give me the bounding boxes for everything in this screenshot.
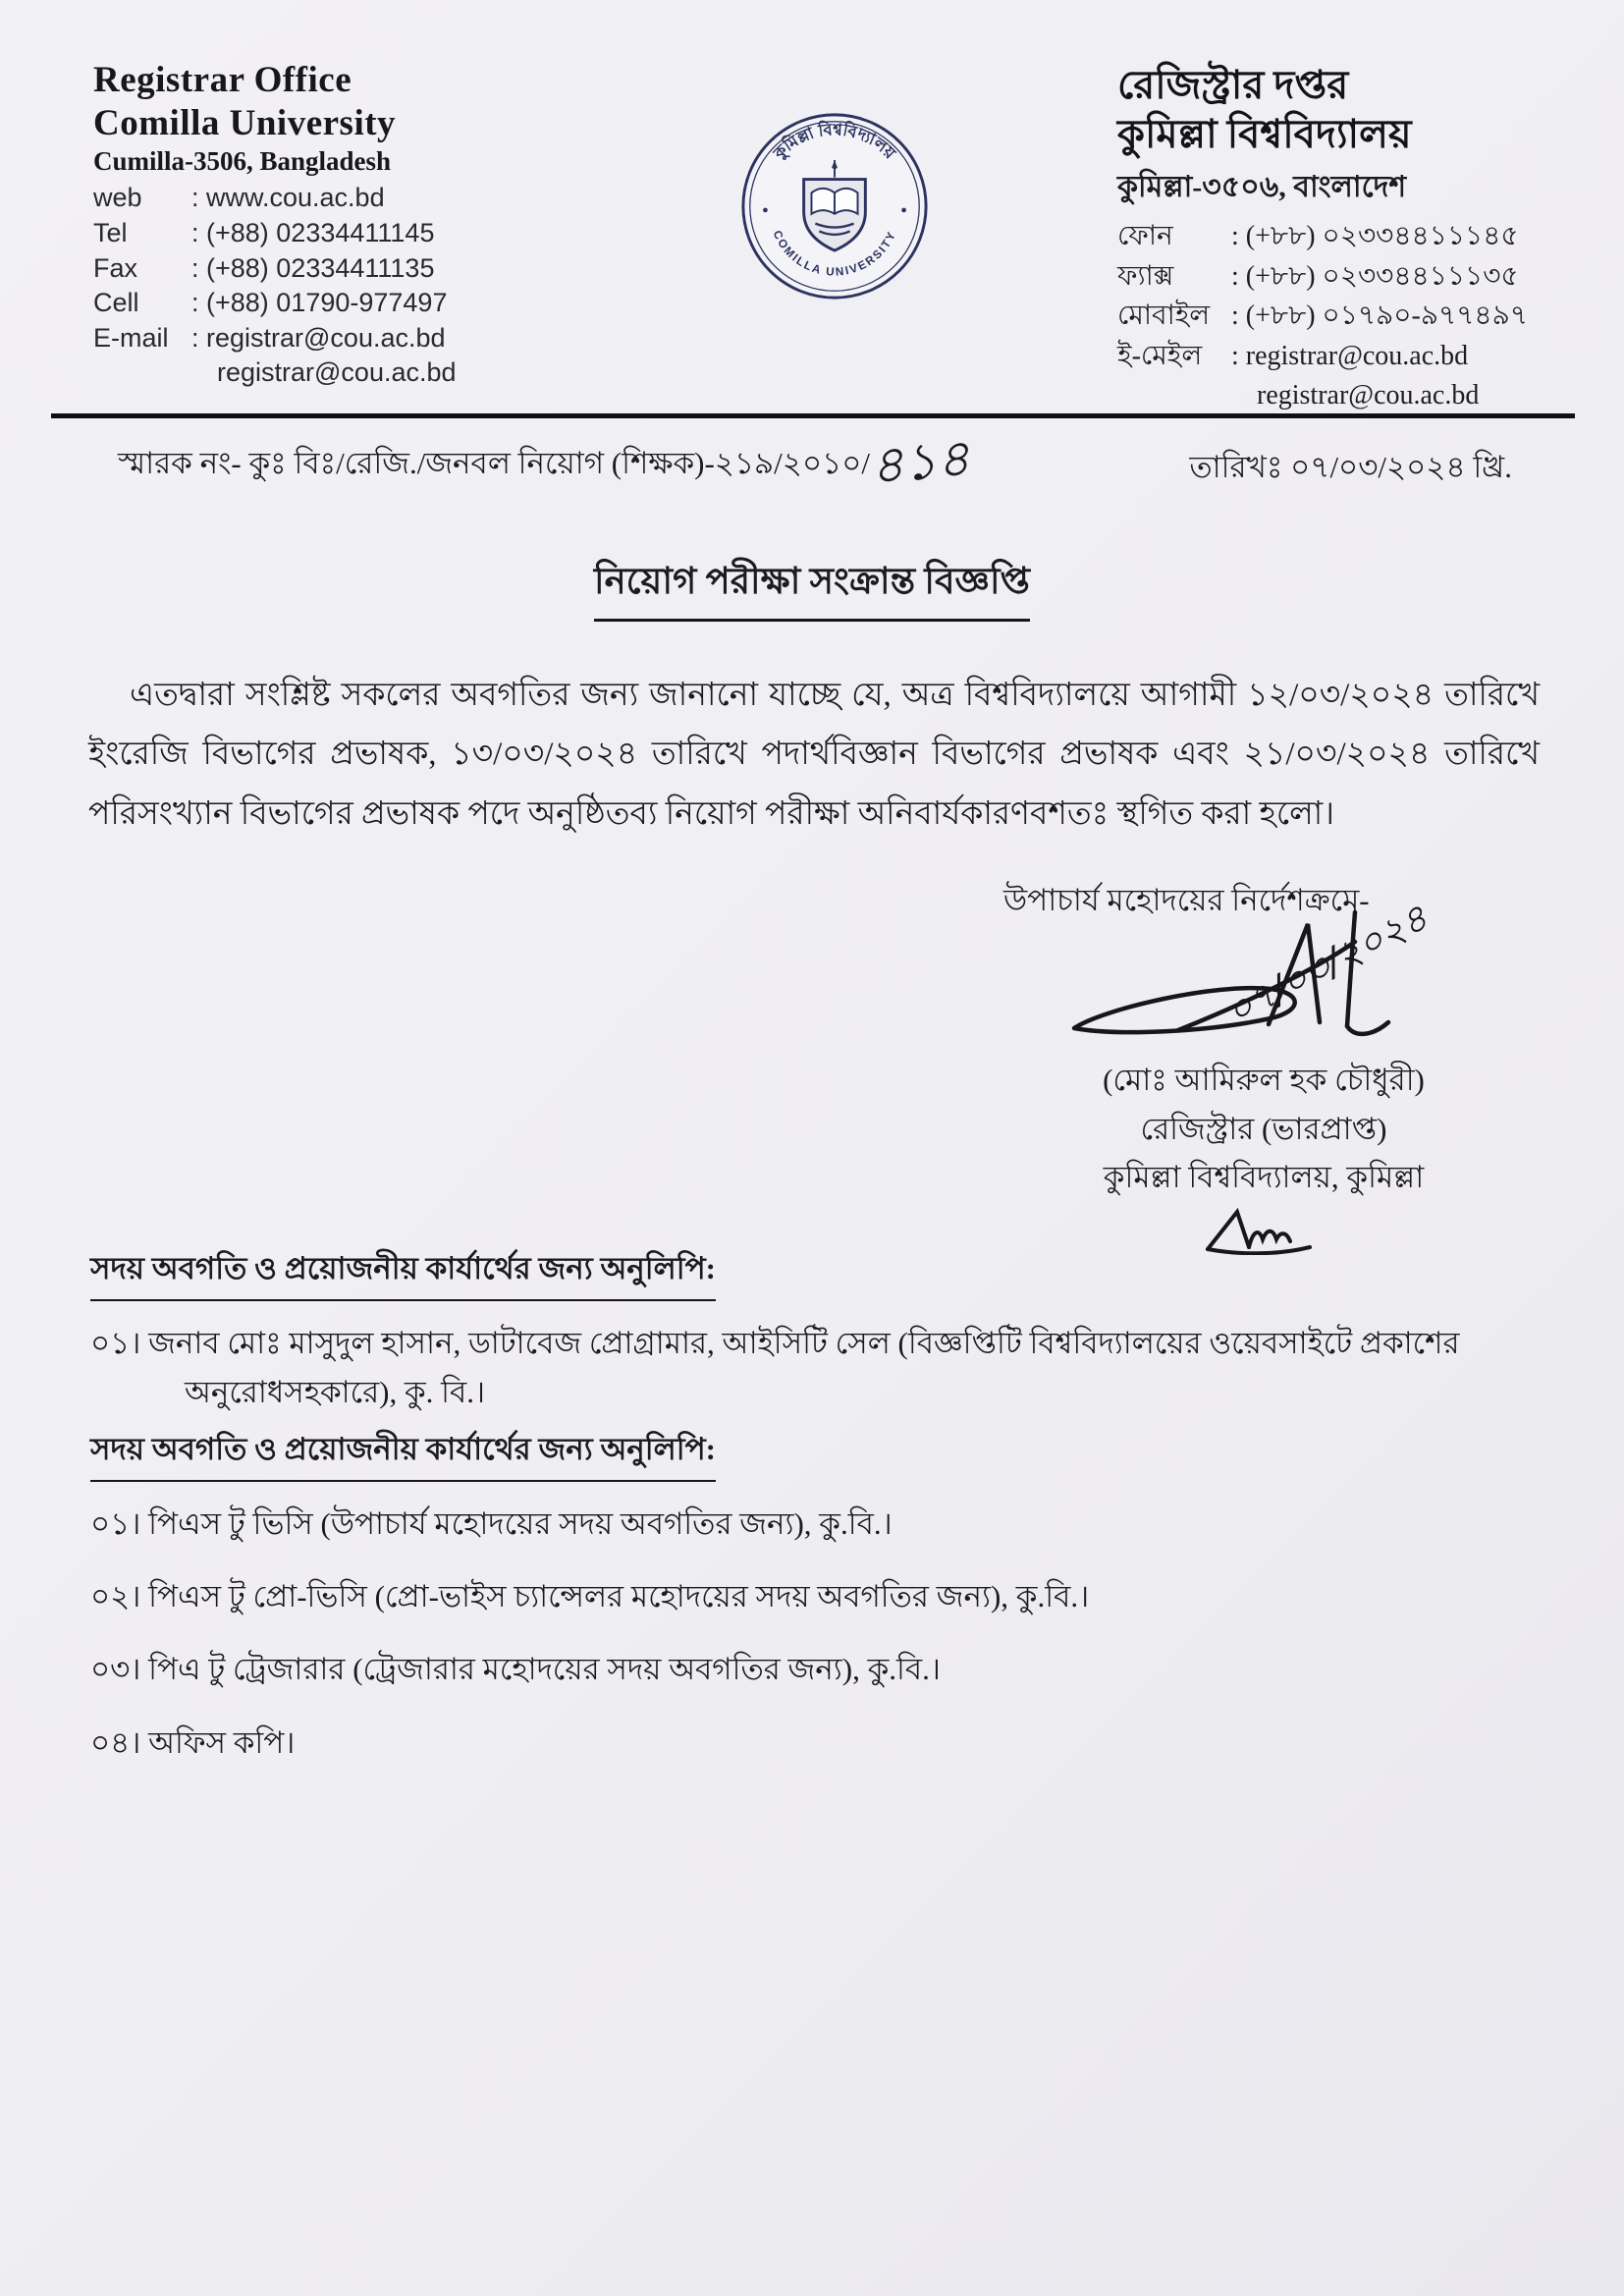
office-name-bn: রেজিস্ট্রার দপ্তর xyxy=(1117,63,1349,107)
contact-row-fax-bn xyxy=(1117,257,1589,298)
contact-label xyxy=(93,355,191,391)
copy-section-offices xyxy=(90,1426,1494,1791)
contact-value: : registrar@cou.ac.bd xyxy=(1231,340,1469,371)
university-name-en: Comilla University xyxy=(93,102,397,143)
copy-section-ict xyxy=(90,1245,1465,1433)
address-en: Cumilla-3506, Bangladesh xyxy=(93,146,392,177)
contact-row-cell xyxy=(93,286,555,321)
copy-item: ০৩। পিএ টু ট্রেজারার (ট্রেজারার মহোদয়ের সদয় অবগতির জন্য), কু.বি.। xyxy=(90,1652,941,1687)
contact-row-email-2 xyxy=(93,355,555,391)
contact-label: ফ্যাক্স xyxy=(1117,260,1174,292)
signatory-name: (মোঃ আমিরুল হক চৌধুরী) xyxy=(1103,1063,1425,1097)
contact-row-email-2-bn xyxy=(1117,376,1589,416)
contact-row-email xyxy=(93,321,555,356)
contact-value: : (+88) 02334411145 xyxy=(191,217,435,247)
letter-body: এতদ্বারা সংশ্লিষ্ট সকলের অবগতির জন্য জানানো যাচ্ছে যে, অত্র বিশ্ববিদ্যালয়ে আগামী ১২/০৩/২০২৪ তারিখে ইংরেজি বিভাগের প্রভাষক, ১৩/০৩/২০২৪ তারিখে পদার্থবিজ্ঞান বিভাগের প্রভাষক এবং ২১/০৩/২০২৪ তারিখে পরিসংখ্যান বিভাগের প্রভাষক পদে অনুষ্ঠিতব্য নিয়োগ পরীক্ষা অনিবার্যকারণবশতঃ স্থগিত করা হলো। xyxy=(88,678,1540,832)
contact-label xyxy=(1117,376,1231,416)
copy-item: ০২। পিএস টু প্রো-ভিসি (প্রো-ভাইস চ্যান্সেলর মহোদয়ের সদয় অবগতির জন্য), কু.বি.। xyxy=(90,1579,1090,1614)
contact-label: ফোন xyxy=(1117,221,1173,251)
seal-bottom-text: COMILLA UNIVERSITY xyxy=(770,228,899,279)
letterhead-english-block xyxy=(93,59,555,391)
contact-row-mobile-bn xyxy=(1117,297,1589,337)
contact-value: : (+৮৮) ০২৩৩৪৪১১১৪৫ xyxy=(1231,221,1519,251)
by-order-line: উপাচার্য মহোদয়ের নির্দেশক্রমে- xyxy=(1003,883,1370,917)
contact-value: : (+88) 02334411135 xyxy=(191,252,435,283)
contact-row-tel xyxy=(93,216,555,251)
seal-top-text: কুমিল্লা বিশ্ববিদ্যালয় xyxy=(770,120,899,163)
contact-row-phone-bn xyxy=(1117,217,1589,257)
header-divider xyxy=(51,413,1575,418)
contact-value: : (+88) 01790-977497 xyxy=(191,288,448,318)
letter-date: তারিখঃ ০৭/০৩/২০২৪ খ্রি. xyxy=(1189,450,1512,484)
contact-label: E-mail xyxy=(93,322,169,353)
contact-row-web xyxy=(93,181,555,216)
letterhead-bengali-block xyxy=(1117,61,1589,416)
address-bn: কুমিল্লা-৩৫০৬, বাংলাদেশ xyxy=(1117,171,1407,203)
university-seal-icon xyxy=(738,110,931,302)
contact-label: মোবাইল xyxy=(1117,301,1211,332)
contact-list-bn xyxy=(1117,217,1589,416)
contact-label: web xyxy=(93,183,142,213)
contact-value: registrar@cou.ac.bd xyxy=(217,357,457,388)
university-name-bn: কুমিল্লা বিশ্ববিদ্যালয় xyxy=(1117,112,1412,156)
office-name-en: Registrar Office xyxy=(93,60,352,100)
contact-label: Cell xyxy=(93,288,139,318)
contact-value: : (+৮৮) ০১৭৯০-৯৭৭৪৯৭ xyxy=(1231,301,1528,332)
contact-value: : www.cou.ac.bd xyxy=(191,183,385,213)
copy-item: ০৪। অফিস কপি। xyxy=(90,1724,296,1760)
copy-item: ০১। জনাব মোঃ মাসুদুল হাসান, ডাটাবেজ প্রোগ্রামার, আইসিটি সেল (বিজ্ঞপ্তিটি বিশ্ববিদ্যালয়ের ওয়েবসাইটে প্রকাশের অনুরোধসহকারে), কু. বি.। xyxy=(90,1326,1460,1410)
memo-number xyxy=(118,428,973,497)
signature-handwritten-date: ০৭/০৩/২০২৪ xyxy=(1219,895,1435,1034)
copy-section-heading: সদয় অবগতি ও প্রয়োজনীয় কার্যার্থের জন্য অনুলিপি: xyxy=(90,1426,716,1482)
signatory-organization: কুমিল্লা বিশ্ববিদ্যালয়, কুমিল্লা xyxy=(1103,1160,1425,1195)
contact-value: : registrar@cou.ac.bd xyxy=(191,322,446,353)
copy-section-heading: সদয় অবগতি ও প্রয়োজনীয় কার্যার্থের জন্য অনুলিপি: xyxy=(90,1245,716,1301)
contact-label: Tel xyxy=(93,217,128,247)
copy-item: ০১। পিএস টু ভিসি (উপাচার্য মহোদয়ের সদয় অবগতির জন্য), কু.বি.। xyxy=(90,1506,893,1541)
signatory-block xyxy=(974,1056,1553,1255)
memo-number-printed: স্মারক নং- কুঃ বিঃ/রেজি./জনবল নিয়োগ (শিক্ষক)-২১৯/২০১০/ xyxy=(118,446,870,480)
contact-value: registrar@cou.ac.bd xyxy=(1257,380,1480,411)
memo-row xyxy=(118,428,1512,497)
contact-row-email-bn xyxy=(1117,337,1589,377)
letter-title: নিয়োগ পরীক্ষা সংক্রান্ত বিজ্ঞপ্তি xyxy=(594,552,1030,622)
contact-list-en xyxy=(93,181,555,391)
contact-row-fax xyxy=(93,251,555,287)
contact-label: ই-মেইল xyxy=(1117,340,1203,371)
contact-value: : (+৮৮) ০২৩৩৪৪১১১৩৫ xyxy=(1231,260,1519,292)
title-wrap xyxy=(0,552,1624,622)
contact-label: Fax xyxy=(93,252,138,283)
signatory-designation: রেজিস্ট্রার (ভারপ্রাপ্ত) xyxy=(1140,1111,1387,1146)
memo-number-handwritten: ৪১৪ xyxy=(868,428,973,497)
